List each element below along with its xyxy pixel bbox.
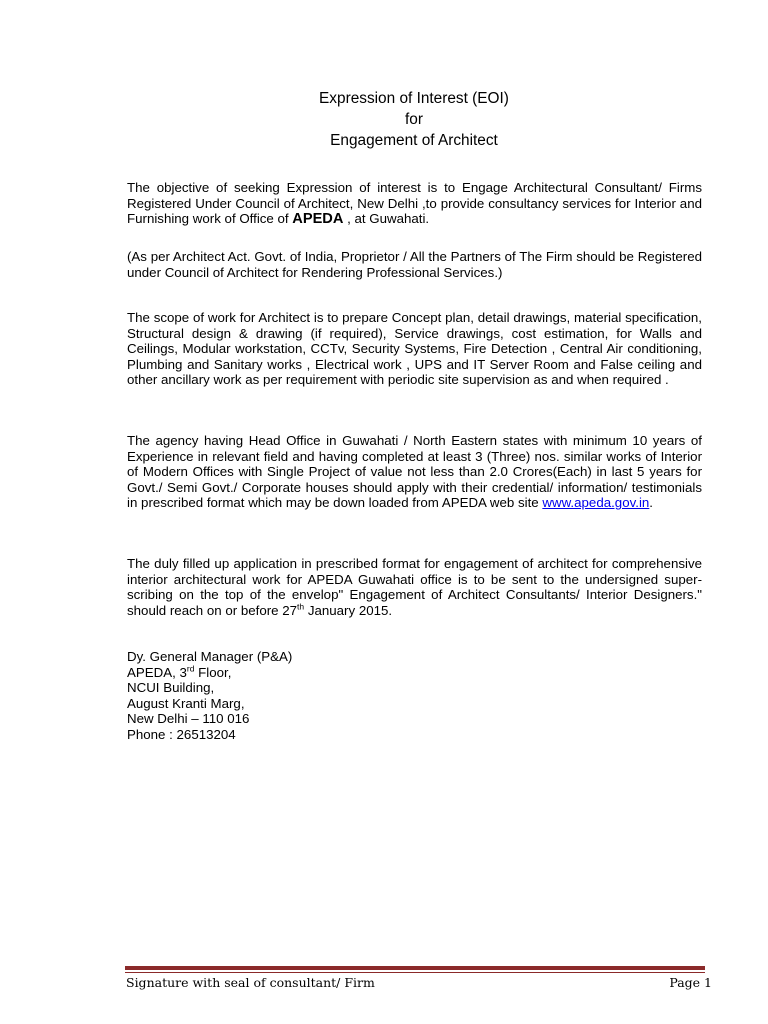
document-title bbox=[0, 88, 768, 151]
address-phone: Phone : 26513204 bbox=[127, 726, 236, 742]
floor-ordinal-suffix: rd bbox=[186, 663, 195, 674]
objective-text: The objective of seeking Expression of interest is to Engage Architectural Consultant/ Firms Registered Under Council of Architect, New Delhi ,to provide consultancy services for Interior and Furnishing work of Office of bbox=[127, 180, 702, 227]
submission-deadline: January 2015. bbox=[304, 602, 393, 618]
objective-paragraph bbox=[127, 180, 702, 228]
registration-note-paragraph: (As per Architect Act. Govt. of India, Proprietor / All the Partners of The Firm should be Registered under Council of Architect for Rendering Professional Services.) bbox=[127, 249, 702, 280]
apeda-website-link[interactable]: www.apeda.gov.in bbox=[542, 495, 650, 511]
submission-paragraph bbox=[127, 556, 702, 618]
objective-text-end: , at Guwahati. bbox=[343, 211, 430, 227]
title-line-3: Engagement of Architect bbox=[330, 132, 498, 149]
address-floor bbox=[127, 665, 427, 681]
footer-rule-thick bbox=[125, 966, 705, 970]
address-street: August Kranti Marg, bbox=[127, 695, 245, 711]
footer-rule-thin bbox=[125, 972, 705, 973]
address-floor-text: APEDA, 3 bbox=[127, 664, 187, 680]
address-floor-text-end: Floor, bbox=[194, 664, 232, 680]
eligibility-text: The agency having Head Office in Guwahati / North Eastern states with minimum 10 years of Experience in relevant field and having completed at least 3 (Three) nos. similar works of Interior of Modern Offices with Single Project of value not less than 2.0 Crores(Each) in last 5 years for Govt./ Semi Govt./ Corporate houses should apply with their credential/ information/ testimonials in prescribed format which may be down loaded from APEDA web site bbox=[127, 433, 702, 511]
date-ordinal-suffix: th bbox=[297, 601, 305, 612]
organization-name: APEDA bbox=[292, 211, 344, 228]
footer-page-number: Page 1 bbox=[669, 975, 712, 990]
title-line-2: for bbox=[405, 111, 423, 128]
submission-text: The duly filled up application in prescribed format for engagement of architect for comprehensive interior architectural work for APEDA Guwahati office is to be sent to the undersigned super-scribing on the top of the envelop" Engagement of Architect Consultants/ Interior Designers." should reach on or before 27 bbox=[127, 556, 702, 618]
title-line-1: Expression of Interest (EOI) bbox=[319, 90, 509, 107]
eligibility-text-end: . bbox=[649, 495, 653, 511]
scope-paragraph: The scope of work for Architect is to prepare Concept plan, detail drawings, material specification, Structural design & drawing (if required), Service drawings, cost estimation, for Walls and Ceilings, Modular workstation, CCTv, Security Systems, Fire Detection , Central Air conditioning, Plumbing and Sanitary works , Electrical work , UPS and IT Server Room and False ceiling and other ancillary work as per requirement with periodic site supervision as and when required . bbox=[127, 310, 702, 388]
address-building: NCUI Building, bbox=[127, 680, 215, 696]
footer-signature-label: Signature with seal of consultant/ Firm bbox=[126, 975, 375, 990]
eligibility-paragraph bbox=[127, 433, 702, 511]
contact-address-block bbox=[127, 649, 427, 743]
address-designation: Dy. General Manager (P&A) bbox=[127, 649, 293, 664]
address-city: New Delhi – 110 016 bbox=[127, 711, 250, 727]
